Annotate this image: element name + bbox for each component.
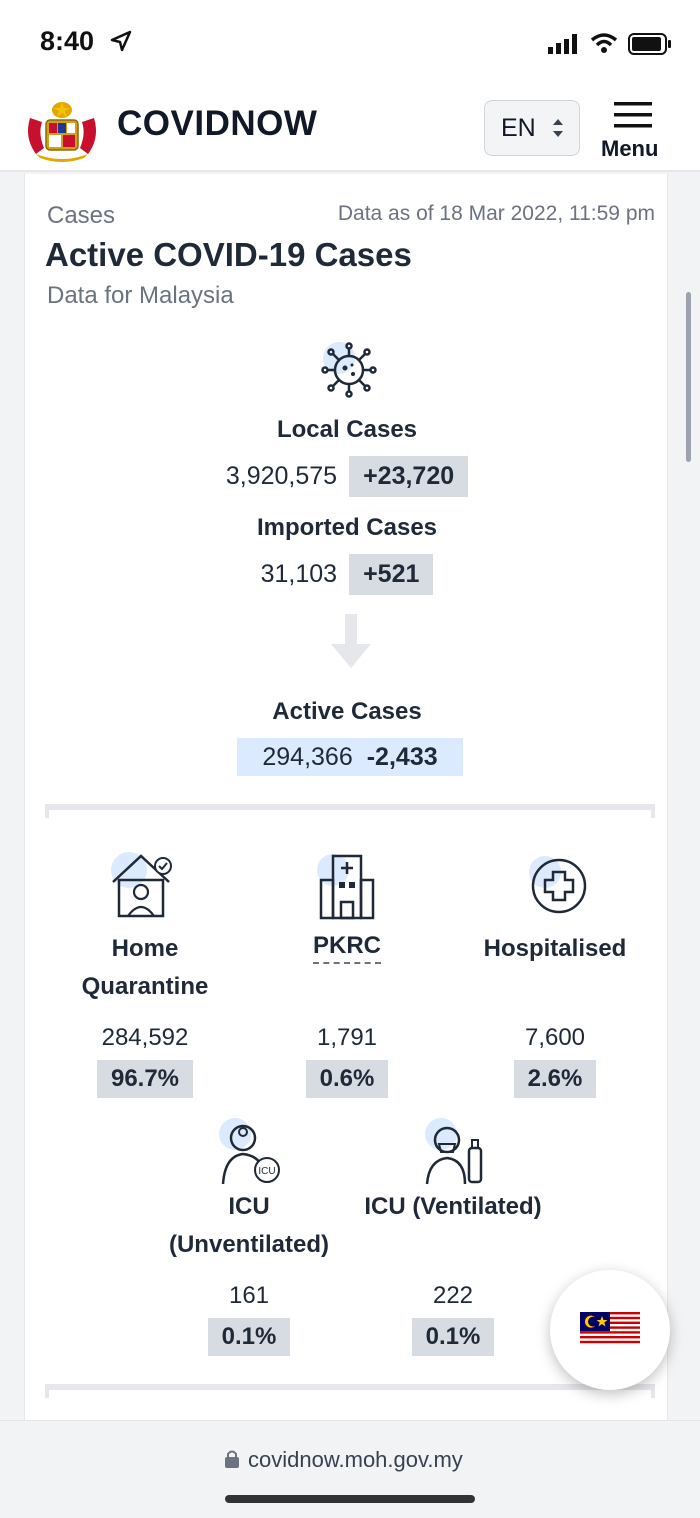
stat-icu-unventilated [149, 1114, 349, 1356]
cellular-signal-icon [548, 34, 578, 54]
active-cases-row [237, 738, 463, 776]
section-divider [45, 804, 655, 810]
imported-cases-label: Imported Cases [256, 514, 438, 541]
hospital-cross-icon [521, 846, 601, 926]
imported-cases-value: 31,103 [260, 560, 338, 588]
pkrc-building-icon [307, 846, 387, 926]
url-text[interactable]: covidnow.moh.gov.my [248, 1447, 463, 1472]
app-header [0, 90, 700, 172]
stat-percent: 2.6% [514, 1060, 597, 1098]
stat-value: 161 [228, 1282, 270, 1309]
stat-percent: 0.1% [208, 1318, 291, 1356]
imported-cases-delta: +521 [349, 554, 433, 595]
language-select[interactable] [484, 100, 580, 156]
stat-pkrc [247, 846, 447, 1098]
svg-text:ICU: ICU [258, 1166, 276, 1177]
card-subtitle: Data for Malaysia [47, 282, 234, 309]
local-cases-label: Local Cases [276, 416, 418, 443]
active-cases-label: Active Cases [272, 698, 422, 725]
local-cases-delta: +23,720 [349, 456, 468, 497]
battery-icon [628, 33, 672, 55]
local-cases-row [25, 456, 669, 497]
active-cases-delta: -2,433 [366, 742, 438, 771]
browser-url-bar[interactable] [0, 1420, 700, 1518]
stat-percent: 0.1% [412, 1318, 495, 1356]
icu-doctor-icon [209, 1114, 289, 1186]
stat-value: 7,600 [524, 1024, 586, 1051]
home-indicator[interactable] [225, 1495, 475, 1503]
malaysia-coat-of-arms-icon[interactable] [22, 98, 102, 162]
virus-icon [317, 338, 377, 398]
card-title: Active COVID-19 Cases [45, 236, 412, 273]
wifi-icon [590, 32, 618, 54]
section-eyebrow: Cases [47, 202, 116, 229]
ventilator-patient-icon [415, 1114, 495, 1186]
arrow-down-icon [331, 614, 371, 670]
stat-label: ICU (Unventilated) [168, 1193, 329, 1258]
active-cases-card [24, 174, 668, 1424]
stat-percent: 0.6% [306, 1060, 389, 1098]
country-switch-button[interactable] [550, 1270, 670, 1390]
local-cases-value: 3,920,575 [225, 462, 338, 490]
menu-label: Menu [601, 136, 659, 161]
select-caret-icon [551, 117, 565, 139]
brand-title[interactable]: COVIDNOW [117, 104, 318, 143]
section-divider-bottom [45, 1384, 655, 1390]
location-arrow-icon [110, 30, 132, 52]
active-cases-value: 294,366 [262, 742, 353, 771]
data-timestamp: Data as of 18 Mar 2022, 11:59 pm [337, 202, 655, 225]
imported-cases-row [25, 554, 669, 595]
stat-label[interactable]: PKRC [313, 930, 381, 964]
stat-label: ICU (Ventilated) [364, 1193, 542, 1220]
stat-value: 222 [432, 1282, 474, 1309]
stat-label: Hospitalised [483, 935, 627, 962]
stat-icu-ventilated [339, 1114, 567, 1356]
stat-percent: 96.7% [97, 1060, 193, 1098]
hamburger-menu-icon [614, 102, 652, 130]
stat-hospitalised [455, 846, 655, 1098]
status-time: 8:40 [40, 26, 95, 56]
lock-icon [224, 1449, 240, 1469]
stat-value: 1,791 [316, 1024, 378, 1051]
status-bar [0, 0, 700, 90]
language-select-value: EN [501, 114, 536, 142]
stat-label: Home Quarantine [81, 935, 209, 1000]
home-quarantine-icon [101, 846, 181, 926]
scrollbar[interactable] [686, 292, 691, 462]
stat-value: 284,592 [101, 1024, 189, 1051]
menu-button[interactable] [598, 98, 668, 162]
malaysia-flag-icon [580, 1312, 640, 1346]
stat-home-quarantine [45, 846, 245, 1098]
